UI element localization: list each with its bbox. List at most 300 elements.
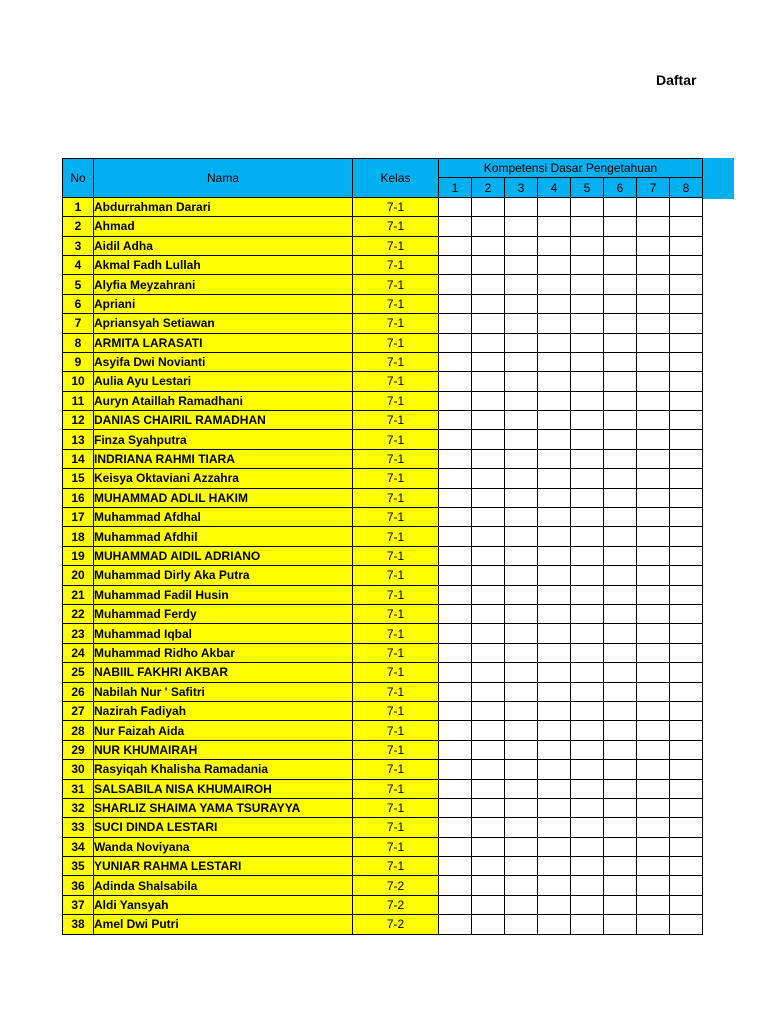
table-row xyxy=(63,217,703,236)
student-name: Wanda Noviyana xyxy=(94,837,353,856)
score-cell xyxy=(571,294,604,313)
row-number: 14 xyxy=(63,449,94,468)
student-name: Muhammad Ridho Akbar xyxy=(94,643,353,662)
score-cell xyxy=(604,469,637,488)
score-cell xyxy=(571,508,604,527)
score-cell xyxy=(505,236,538,255)
score-cell xyxy=(505,314,538,333)
score-cell xyxy=(604,275,637,294)
score-cell xyxy=(670,294,703,313)
student-class: 7-1 xyxy=(353,197,439,216)
table-row xyxy=(63,352,703,371)
student-name: Nazirah Fadiyah xyxy=(94,701,353,720)
score-cell xyxy=(637,275,670,294)
student-name: Adinda Shalsabila xyxy=(94,876,353,895)
score-cell xyxy=(637,294,670,313)
row-number: 27 xyxy=(63,701,94,720)
student-class: 7-1 xyxy=(353,566,439,585)
table-row xyxy=(63,527,703,546)
table-row xyxy=(63,760,703,779)
score-cell xyxy=(505,352,538,371)
score-cell xyxy=(637,663,670,682)
student-name: Asyifa Dwi Novianti xyxy=(94,352,353,371)
score-cell xyxy=(472,546,505,565)
table-row xyxy=(63,818,703,837)
table-row xyxy=(63,449,703,468)
score-cell xyxy=(637,721,670,740)
table-row xyxy=(63,546,703,565)
score-cell xyxy=(637,740,670,759)
score-cell xyxy=(505,449,538,468)
row-number: 3 xyxy=(63,236,94,255)
score-cell xyxy=(571,604,604,623)
table-row xyxy=(63,604,703,623)
student-class: 7-1 xyxy=(353,798,439,817)
table-row xyxy=(63,275,703,294)
score-cell xyxy=(604,314,637,333)
score-cell xyxy=(439,236,472,255)
row-number: 31 xyxy=(63,779,94,798)
score-cell xyxy=(637,449,670,468)
score-cell xyxy=(670,527,703,546)
score-cell xyxy=(505,488,538,507)
score-cell xyxy=(670,857,703,876)
score-cell xyxy=(505,294,538,313)
score-cell xyxy=(604,488,637,507)
score-cell xyxy=(505,682,538,701)
score-cell xyxy=(670,314,703,333)
score-cell xyxy=(670,701,703,720)
score-cell xyxy=(538,217,571,236)
score-cell xyxy=(571,314,604,333)
table-row xyxy=(63,857,703,876)
student-name: Aulia Ayu Lestari xyxy=(94,372,353,391)
score-cell xyxy=(637,217,670,236)
score-cell xyxy=(604,760,637,779)
score-cell xyxy=(571,469,604,488)
row-number: 10 xyxy=(63,372,94,391)
score-cell xyxy=(439,701,472,720)
student-name: Aidil Adha xyxy=(94,236,353,255)
score-cell xyxy=(604,527,637,546)
score-cell xyxy=(670,469,703,488)
score-cell xyxy=(472,895,505,914)
score-cell xyxy=(637,546,670,565)
score-cell xyxy=(538,275,571,294)
score-cell xyxy=(670,604,703,623)
score-cell xyxy=(505,624,538,643)
score-cell xyxy=(538,391,571,410)
score-cell xyxy=(439,721,472,740)
score-cell xyxy=(505,818,538,837)
score-cell xyxy=(439,430,472,449)
score-cell xyxy=(472,469,505,488)
score-cell xyxy=(439,333,472,352)
student-name: ARMITA LARASATI xyxy=(94,333,353,352)
score-cell xyxy=(571,488,604,507)
score-cell xyxy=(439,643,472,662)
student-class: 7-1 xyxy=(353,255,439,274)
score-cell xyxy=(505,391,538,410)
score-cell xyxy=(505,566,538,585)
score-cell xyxy=(670,508,703,527)
row-number: 24 xyxy=(63,643,94,662)
score-cell xyxy=(538,197,571,216)
score-cell xyxy=(670,643,703,662)
score-cell xyxy=(637,585,670,604)
score-cell xyxy=(472,411,505,430)
student-class: 7-1 xyxy=(353,488,439,507)
row-number: 12 xyxy=(63,411,94,430)
row-number: 9 xyxy=(63,352,94,371)
score-cell xyxy=(505,430,538,449)
score-cell xyxy=(538,818,571,837)
score-cell xyxy=(571,857,604,876)
score-cell xyxy=(439,508,472,527)
student-name: MUHAMMAD ADLIL HAKIM xyxy=(94,488,353,507)
score-cell xyxy=(604,217,637,236)
score-cell xyxy=(670,798,703,817)
score-cell xyxy=(472,566,505,585)
score-cell xyxy=(637,915,670,934)
score-cell xyxy=(571,818,604,837)
score-cell xyxy=(538,294,571,313)
score-cell xyxy=(472,430,505,449)
score-cell xyxy=(637,701,670,720)
score-cell xyxy=(604,333,637,352)
score-cell xyxy=(571,624,604,643)
table-row xyxy=(63,508,703,527)
score-cell xyxy=(637,527,670,546)
score-cell xyxy=(670,624,703,643)
score-cell xyxy=(637,837,670,856)
student-class: 7-1 xyxy=(353,857,439,876)
score-cell xyxy=(670,488,703,507)
student-class: 7-1 xyxy=(353,527,439,546)
score-cell xyxy=(571,721,604,740)
score-cell xyxy=(604,663,637,682)
score-cell xyxy=(538,915,571,934)
score-cell xyxy=(472,682,505,701)
score-cell xyxy=(670,663,703,682)
score-cell xyxy=(637,314,670,333)
student-name: MUHAMMAD AIDIL ADRIANO xyxy=(94,546,353,565)
score-cell xyxy=(604,411,637,430)
score-cell xyxy=(670,197,703,216)
student-name: YUNIAR RAHMA LESTARI xyxy=(94,857,353,876)
table-row xyxy=(63,294,703,313)
score-cell xyxy=(505,779,538,798)
score-cell xyxy=(472,255,505,274)
score-cell xyxy=(439,566,472,585)
score-cell xyxy=(670,430,703,449)
score-cell xyxy=(439,275,472,294)
score-cell xyxy=(538,372,571,391)
score-cell xyxy=(571,527,604,546)
score-cell xyxy=(472,798,505,817)
student-class: 7-1 xyxy=(353,837,439,856)
student-class: 7-1 xyxy=(353,701,439,720)
score-cell xyxy=(604,294,637,313)
kd-number-header: 3 xyxy=(505,178,538,197)
table-row xyxy=(63,255,703,274)
score-cell xyxy=(637,818,670,837)
score-cell xyxy=(571,449,604,468)
page-title: Daftar xyxy=(656,72,697,88)
score-cell xyxy=(571,275,604,294)
student-class: 7-1 xyxy=(353,663,439,682)
score-cell xyxy=(538,876,571,895)
score-cell xyxy=(670,352,703,371)
score-cell xyxy=(472,294,505,313)
score-cell xyxy=(637,411,670,430)
table-row xyxy=(63,333,703,352)
score-cell xyxy=(604,546,637,565)
score-cell xyxy=(505,876,538,895)
score-cell xyxy=(439,624,472,643)
student-class: 7-1 xyxy=(353,217,439,236)
score-cell xyxy=(604,876,637,895)
score-cell xyxy=(472,915,505,934)
kd-number-header: 4 xyxy=(538,178,571,197)
score-cell xyxy=(505,740,538,759)
table-row xyxy=(63,682,703,701)
score-cell xyxy=(670,546,703,565)
score-cell xyxy=(637,255,670,274)
score-cell xyxy=(538,721,571,740)
score-cell xyxy=(538,508,571,527)
score-cell xyxy=(637,876,670,895)
student-class: 7-1 xyxy=(353,624,439,643)
score-cell xyxy=(472,236,505,255)
score-cell xyxy=(604,566,637,585)
student-class: 7-1 xyxy=(353,643,439,662)
score-cell xyxy=(670,585,703,604)
score-cell xyxy=(439,527,472,546)
student-class: 7-1 xyxy=(353,411,439,430)
student-name: Keisya Oktaviani Azzahra xyxy=(94,469,353,488)
score-cell xyxy=(571,895,604,914)
student-name: Ahmad xyxy=(94,217,353,236)
score-cell xyxy=(571,643,604,662)
table-row xyxy=(63,721,703,740)
score-cell xyxy=(439,837,472,856)
row-number: 11 xyxy=(63,391,94,410)
score-cell xyxy=(637,333,670,352)
score-cell xyxy=(571,682,604,701)
score-cell xyxy=(538,430,571,449)
student-class: 7-1 xyxy=(353,449,439,468)
score-cell xyxy=(571,391,604,410)
score-cell xyxy=(439,546,472,565)
score-cell xyxy=(538,643,571,662)
score-cell xyxy=(670,449,703,468)
table-row xyxy=(63,643,703,662)
score-cell xyxy=(439,411,472,430)
score-cell xyxy=(670,236,703,255)
table-row xyxy=(63,488,703,507)
row-number: 5 xyxy=(63,275,94,294)
student-name: Muhammad Afdhal xyxy=(94,508,353,527)
score-cell xyxy=(505,197,538,216)
score-cell xyxy=(439,760,472,779)
table-row xyxy=(63,798,703,817)
score-cell xyxy=(670,372,703,391)
score-cell xyxy=(604,818,637,837)
score-cell xyxy=(637,430,670,449)
score-cell xyxy=(571,915,604,934)
student-name: Finza Syahputra xyxy=(94,430,353,449)
kd-number-header: 2 xyxy=(472,178,505,197)
row-number: 13 xyxy=(63,430,94,449)
score-cell xyxy=(604,624,637,643)
score-cell xyxy=(670,760,703,779)
score-cell xyxy=(538,604,571,623)
score-cell xyxy=(637,604,670,623)
score-cell xyxy=(472,488,505,507)
score-cell xyxy=(637,352,670,371)
student-name: Nabilah Nur ' Safitri xyxy=(94,682,353,701)
score-cell xyxy=(571,372,604,391)
row-number: 1 xyxy=(63,197,94,216)
table-row xyxy=(63,236,703,255)
student-name: Auryn Ataillah Ramadhani xyxy=(94,391,353,410)
student-class: 7-2 xyxy=(353,876,439,895)
student-class: 7-1 xyxy=(353,236,439,255)
student-name: Aldi Yansyah xyxy=(94,895,353,914)
row-number: 6 xyxy=(63,294,94,313)
score-cell xyxy=(472,508,505,527)
score-cell xyxy=(571,352,604,371)
score-cell xyxy=(637,624,670,643)
score-cell xyxy=(637,508,670,527)
score-cell xyxy=(637,372,670,391)
row-number: 38 xyxy=(63,915,94,934)
table-row xyxy=(63,197,703,216)
score-cell xyxy=(538,857,571,876)
table-row xyxy=(63,469,703,488)
student-name: Akmal Fadh Lullah xyxy=(94,255,353,274)
score-cell xyxy=(637,469,670,488)
row-number: 29 xyxy=(63,740,94,759)
student-name: Apriani xyxy=(94,294,353,313)
score-cell xyxy=(670,682,703,701)
score-cell xyxy=(571,197,604,216)
score-cell xyxy=(538,837,571,856)
score-cell xyxy=(472,663,505,682)
student-class: 7-1 xyxy=(353,604,439,623)
score-cell xyxy=(505,333,538,352)
score-cell xyxy=(637,391,670,410)
score-cell xyxy=(439,314,472,333)
table-row xyxy=(63,915,703,934)
score-cell xyxy=(472,818,505,837)
row-number: 4 xyxy=(63,255,94,274)
score-cell xyxy=(604,837,637,856)
student-name: NUR KHUMAIRAH xyxy=(94,740,353,759)
row-number: 16 xyxy=(63,488,94,507)
score-cell xyxy=(472,721,505,740)
student-name: Muhammad Afdhil xyxy=(94,527,353,546)
row-number: 8 xyxy=(63,333,94,352)
student-name: INDRIANA RAHMI TIARA xyxy=(94,449,353,468)
score-cell xyxy=(472,643,505,662)
score-cell xyxy=(538,236,571,255)
row-number: 21 xyxy=(63,585,94,604)
score-cell xyxy=(670,721,703,740)
kd-number-header: 6 xyxy=(604,178,637,197)
score-cell xyxy=(505,372,538,391)
student-class: 7-1 xyxy=(353,372,439,391)
table-row xyxy=(63,391,703,410)
student-class: 7-1 xyxy=(353,314,439,333)
score-cell xyxy=(670,915,703,934)
score-cell xyxy=(604,798,637,817)
score-cell xyxy=(439,255,472,274)
score-cell xyxy=(472,275,505,294)
table-row xyxy=(63,779,703,798)
score-cell xyxy=(538,488,571,507)
score-cell xyxy=(604,430,637,449)
col-header-kompetensi: Kompetensi Dasar Pengetahuan xyxy=(439,159,703,178)
score-cell xyxy=(670,255,703,274)
score-cell xyxy=(571,411,604,430)
score-cell xyxy=(472,837,505,856)
student-class: 7-1 xyxy=(353,391,439,410)
score-cell xyxy=(439,779,472,798)
score-cell xyxy=(505,546,538,565)
student-name: Muhammad Ferdy xyxy=(94,604,353,623)
score-cell xyxy=(604,915,637,934)
col-header-nama: Nama xyxy=(94,159,353,198)
kd-number-header: 5 xyxy=(571,178,604,197)
student-class: 7-1 xyxy=(353,508,439,527)
kd-number-header: 1 xyxy=(439,178,472,197)
score-cell xyxy=(505,255,538,274)
score-cell xyxy=(571,740,604,759)
table-row xyxy=(63,430,703,449)
score-cell xyxy=(604,197,637,216)
student-class: 7-2 xyxy=(353,915,439,934)
score-cell xyxy=(571,566,604,585)
score-cell xyxy=(472,585,505,604)
score-cell xyxy=(538,333,571,352)
score-cell xyxy=(571,837,604,856)
score-cell xyxy=(637,236,670,255)
student-name: Rasyiqah Khalisha Ramadania xyxy=(94,760,353,779)
score-cell xyxy=(505,527,538,546)
score-cell xyxy=(571,236,604,255)
score-cell xyxy=(637,779,670,798)
score-cell xyxy=(571,779,604,798)
student-name: SUCI DINDA LESTARI xyxy=(94,818,353,837)
score-cell xyxy=(670,391,703,410)
col-header-kelas: Kelas xyxy=(353,159,439,198)
score-cell xyxy=(505,760,538,779)
score-cell xyxy=(472,217,505,236)
row-number: 22 xyxy=(63,604,94,623)
student-class: 7-1 xyxy=(353,333,439,352)
student-class: 7-1 xyxy=(353,740,439,759)
student-class: 7-1 xyxy=(353,294,439,313)
table-row xyxy=(63,566,703,585)
score-cell xyxy=(571,430,604,449)
score-cell xyxy=(505,798,538,817)
row-number: 36 xyxy=(63,876,94,895)
score-cell xyxy=(472,701,505,720)
score-cell xyxy=(670,275,703,294)
student-name: Amel Dwi Putri xyxy=(94,915,353,934)
